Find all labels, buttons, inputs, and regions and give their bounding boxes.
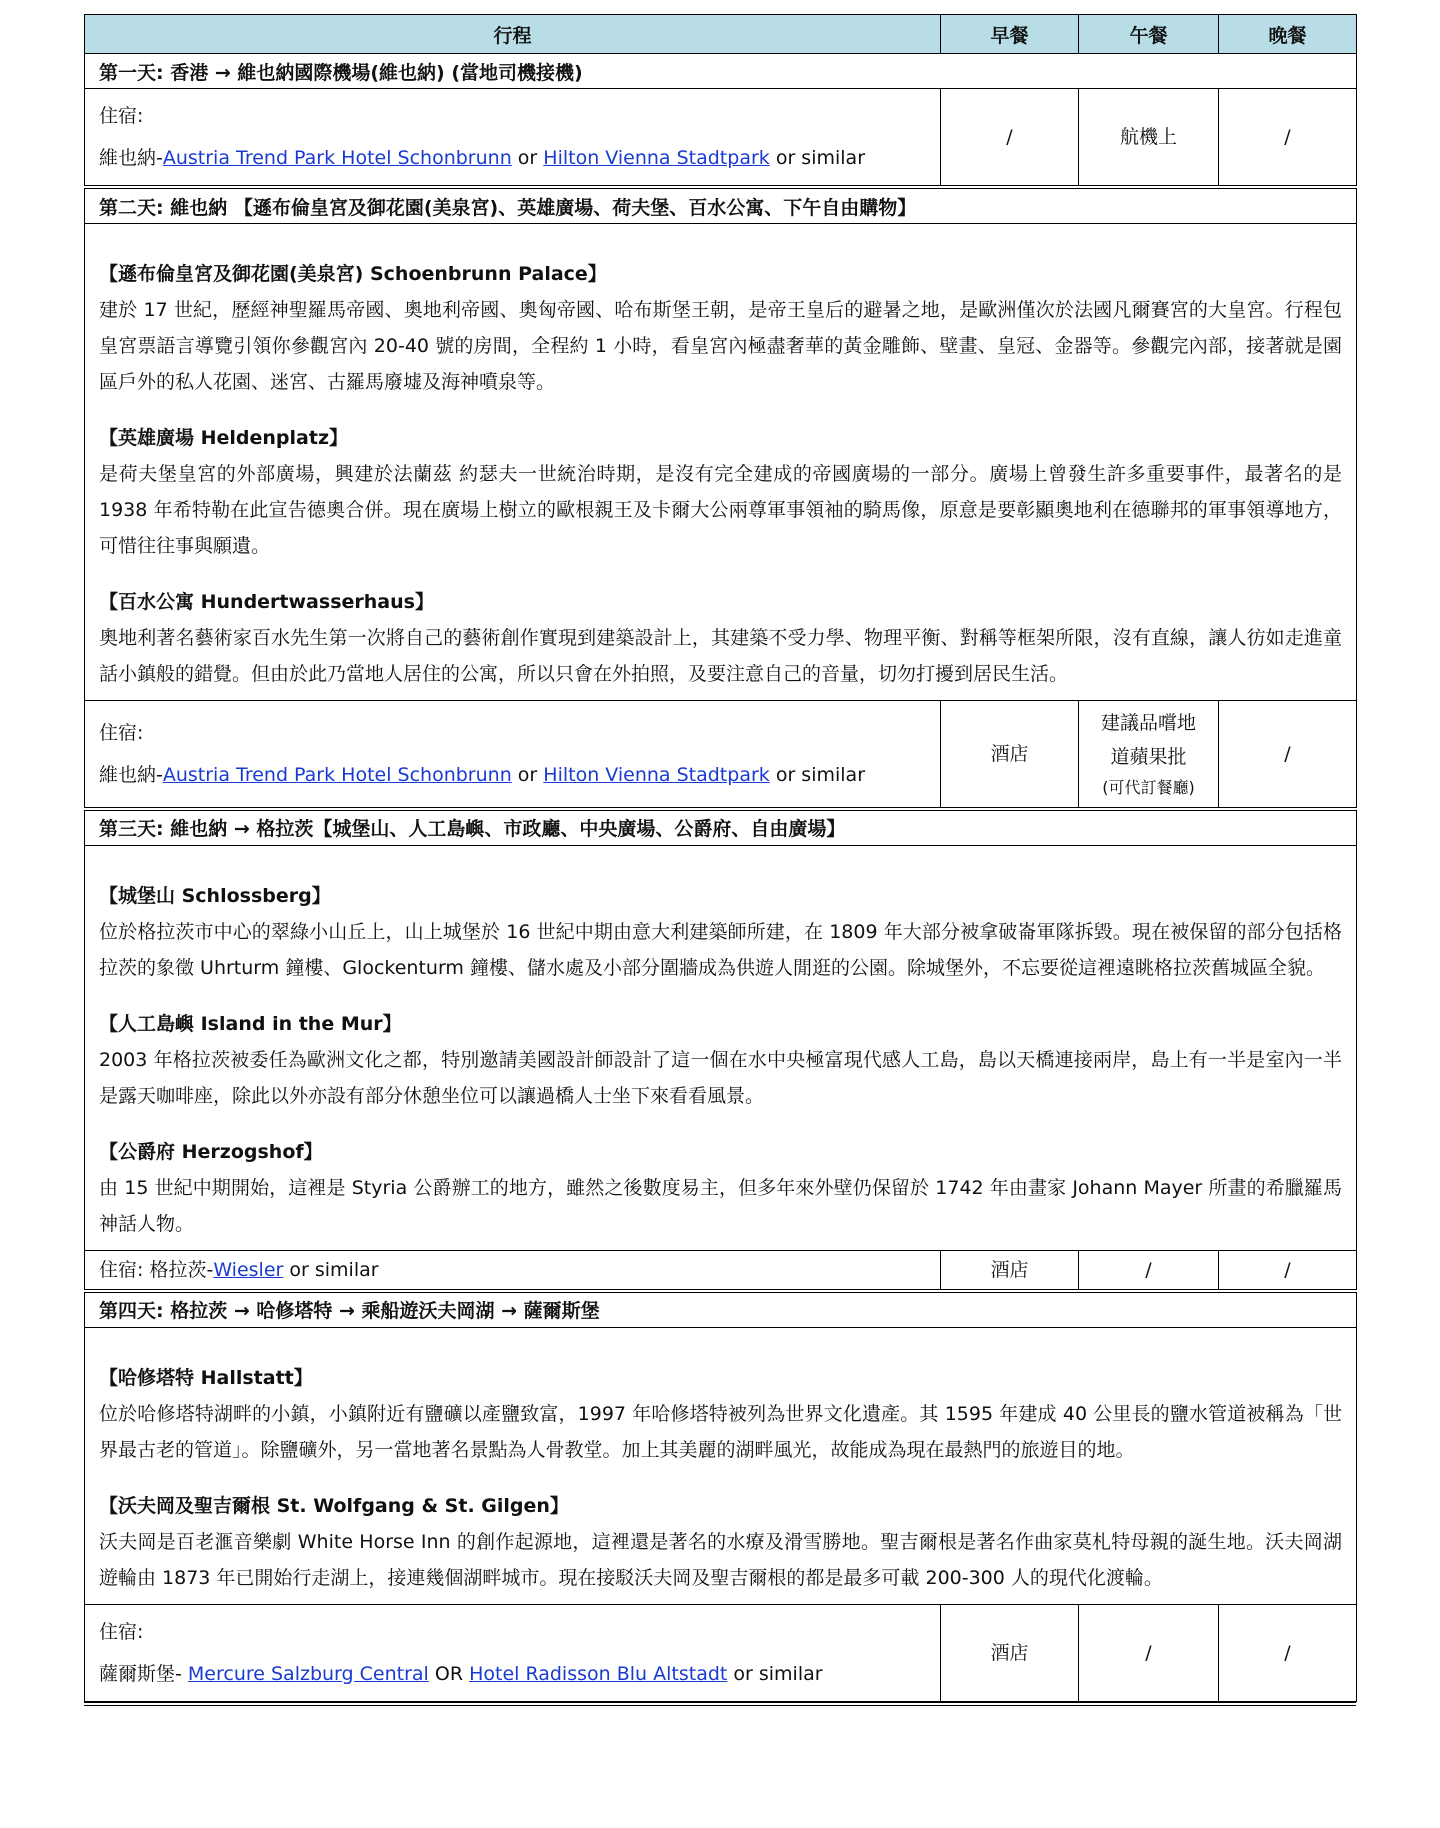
section-heading: 【英雄廣場 Heldenplatz】 [99,427,349,449]
day-4-lunch: / [1079,1604,1219,1701]
hotel-suffix: or similar [289,1258,379,1281]
accommodation-label: 住宿: [99,1620,144,1643]
day-2-accommodation [85,701,941,809]
section-heading: 【公爵府 Herzogshof】 [99,1140,323,1163]
day-3-breakfast: 酒店 [941,1250,1079,1291]
hotel-connector: or [517,147,538,169]
day-1-title: 第一天: 香港 → 維也納國際機場(維也納) (當地司機接機) [85,54,1357,89]
day-1-breakfast: / [941,89,1079,188]
header-itinerary: 行程 [85,15,941,54]
hotel-suffix: or similar [733,1662,823,1685]
itinerary-sheet [84,14,1356,1706]
header-breakfast: 早餐 [941,15,1079,54]
hotel-link-hilton-vienna[interactable]: Hilton Vienna Stadtpark [543,147,770,169]
accommodation-label: 住宿: 格拉茨- [99,1258,214,1281]
hotel-link-mercure-salzburg[interactable]: Mercure Salzburg Central [187,1662,429,1685]
header-lunch: 午餐 [1079,15,1219,54]
section-body: 是荷夫堡皇宮的外部廣場，興建於法蘭茲 約瑟夫一世統治時期，是沒有完全建成的帝國廣場的一部分。廣場上曾發生許多重要事件，最著名的是 1938 年希特勒在此宣告德奧合併。現在廣場上樹立的歐根親王及卡爾大公兩尊軍事領袖的騎馬像，原意是要彰顯奧地利在德聯邦的軍事領導地方，可惜往往事與願遺。 [99,463,1342,557]
accommodation-hotels [99,137,926,179]
lunch-booking-note: (可代訂餐廳) [1102,777,1195,797]
day-3-accommodation [85,1250,941,1291]
day-2-title: 第二天: 維也納 【遜布倫皇宮及御花園(美泉宮)、英雄廣場、荷夫堡、百水公寓、下午自由購物】 [85,187,1357,224]
accommodation-prefix: 薩爾斯堡- [99,1662,188,1685]
section-body: 2003 年格拉茨被委任為歐洲文化之都，特別邀請美國設計師設計了這一個在水中央極富現代感人工島，島以天橋連接兩岸，島上有一半是室內一半是露天咖啡座，除此以外亦設有部分休憩坐位可以讓過橋人士坐下來看看風景。 [99,1048,1342,1107]
section-heading: 【哈修塔特 Hallstatt】 [99,1366,313,1389]
day-3-description [85,845,1357,1250]
day-1-dinner: / [1219,89,1357,188]
section-heading: 【百水公寓 Hundertwasserhaus】 [99,591,434,613]
section-body: 位於哈修塔特湖畔的小鎮，小鎮附近有鹽礦以產鹽致富，1997 年哈修塔特被列為世界文化遺產。其 1595 年建成 40 公里長的鹽水管道被稱為「世界最古老的管道」。除鹽礦外，另一當地著名景點為人骨教堂。加上其美麗的湖畔風光，故能成為現在最熱門的旅遊目的地。 [99,1402,1342,1461]
day-1-accommodation-row [85,89,1357,188]
table-header-row [85,15,1357,54]
hotel-link-hilton-vienna[interactable]: Hilton Vienna Stadtpark [543,763,770,786]
section-heading: 【人工島嶼 Island in the Mur】 [99,1012,402,1035]
day-2-description [85,224,1357,701]
day-2-breakfast: 酒店 [941,701,1079,809]
section-body: 沃夫岡是百老滙音樂劇 White Horse Inn 的創作起源地，這裡還是著名的水療及滑雪勝地。聖吉爾根是著名作曲家莫札特母親的誕生地。沃夫岡湖遊輪由 1873 年已開始行走湖上，接連幾個湖畔城市。現在接駁沃夫岡及聖吉爾根的都是最多可載 200-300 人的現代化渡輪。 [99,1530,1342,1589]
day-1-title-row [85,54,1357,89]
hotel-connector: OR [434,1662,464,1685]
hotel-link-wiesler[interactable]: Wiesler [213,1258,284,1281]
table-bottom-rule [84,1702,1356,1706]
day-3-accommodation-row [85,1250,1357,1291]
day-2-dinner: / [1219,701,1357,809]
section-heading: 【城堡山 Schlossberg】 [99,884,331,907]
accommodation-prefix: 維也納- [99,763,163,786]
day-4-title-row [85,1291,1357,1328]
day-3-dinner: / [1219,1250,1357,1291]
day-2-lunch [1079,701,1219,809]
hotel-link-radisson-blu[interactable]: Hotel Radisson Blu Altstadt [469,1662,728,1685]
day-3-lunch: / [1079,1250,1219,1291]
day-4-accommodation [85,1604,941,1701]
day-3-description-row [85,845,1357,1250]
section-heading: 【沃夫岡及聖吉爾根 St. Wolfgang & St. Gilgen】 [99,1494,569,1517]
day-4-description-row [85,1327,1357,1604]
accommodation-label: 住宿: [99,105,144,127]
day-2-title-row [85,187,1357,224]
day-1-lunch: 航機上 [1079,89,1219,188]
day-4-dinner: / [1219,1604,1357,1701]
accommodation-hotels [99,1653,926,1695]
itinerary-table [84,14,1357,1702]
hotel-connector: or [517,763,538,786]
accommodation-label: 住宿: [99,721,144,744]
hotel-suffix: or similar [775,147,866,169]
header-dinner: 晚餐 [1219,15,1357,54]
day-4-description [85,1327,1357,1604]
day-4-accommodation-row [85,1604,1357,1701]
day-4-title: 第四天: 格拉茨 → 哈修塔特 → 乘船遊沃夫岡湖 → 薩爾斯堡 [85,1291,1357,1328]
hotel-link-austria-trend[interactable]: Austria Trend Park Hotel Schonbrunn [162,763,512,786]
section-body: 建於 17 世紀，歷經神聖羅馬帝國、奧地利帝國、奧匈帝國、哈布斯堡王朝，是帝王皇后的避暑之地，是歐洲僅次於法國凡爾賽宮的大皇宮。行程包皇宮票語言導覽引領你參觀宮內 20-40 號的房間，全程約 1 小時，看皇宮內極盡奢華的黃金雕飾、壁畫、皇冠、金器等。參觀完內部，接著就是園區戶外的私人花園、迷宮、古羅馬廢墟及海神噴泉等。 [99,299,1342,393]
hotel-suffix: or similar [775,763,866,786]
section-body: 由 15 世紀中期開始，這裡是 Styria 公爵辦工的地方，雖然之後數度易主，但多年來外壁仍保留於 1742 年由畫家 Johann Mayer 所畫的希臘羅馬神話人物。 [99,1176,1342,1235]
section-body: 位於格拉茨市中心的翠綠小山丘上，山上城堡於 16 世紀中期由意大利建築師所建，在 1809 年大部分被拿破崙軍隊拆毀。現在被保留的部分包括格拉茨的象徵 Uhrturm 鐘樓、Glockenturm 鐘樓、儲水處及小部分圍牆成為供遊人閒逛的公園。除城堡外，不忘要從這裡遠眺格拉茨舊城區全貌。 [99,920,1342,979]
day-1-accommodation [85,89,941,188]
accommodation-prefix: 維也納- [99,147,163,169]
lunch-suggestion-line1: 建議品嚐地 [1100,711,1196,734]
day-2-description-row [85,224,1357,701]
hotel-link-austria-trend[interactable]: Austria Trend Park Hotel Schonbrunn [162,147,512,169]
day-4-breakfast: 酒店 [941,1604,1079,1701]
section-body: 奧地利著名藝術家百水先生第一次將自己的藝術創作實現到建築設計上，其建築不受力學、物理平衡、對稱等框架所限，沒有直線，讓人彷如走進童話小鎮般的錯覺。但由於此乃當地人居住的公寓，所以只會在外拍照，及要注意自己的音量，切勿打擾到居民生活。 [99,627,1342,685]
day-3-title: 第三天: 維也納 → 格拉茨【城堡山、人工島嶼、市政廳、中央廣場、公爵府、自由廣場】 [85,809,1357,846]
section-heading: 【遜布倫皇宮及御花園(美泉宮) Schoenbrunn Palace】 [99,263,607,285]
day-2-accommodation-row [85,701,1357,809]
day-3-title-row [85,809,1357,846]
lunch-suggestion-line2: 道蘋果批 [1110,745,1187,768]
accommodation-hotels [99,754,926,796]
